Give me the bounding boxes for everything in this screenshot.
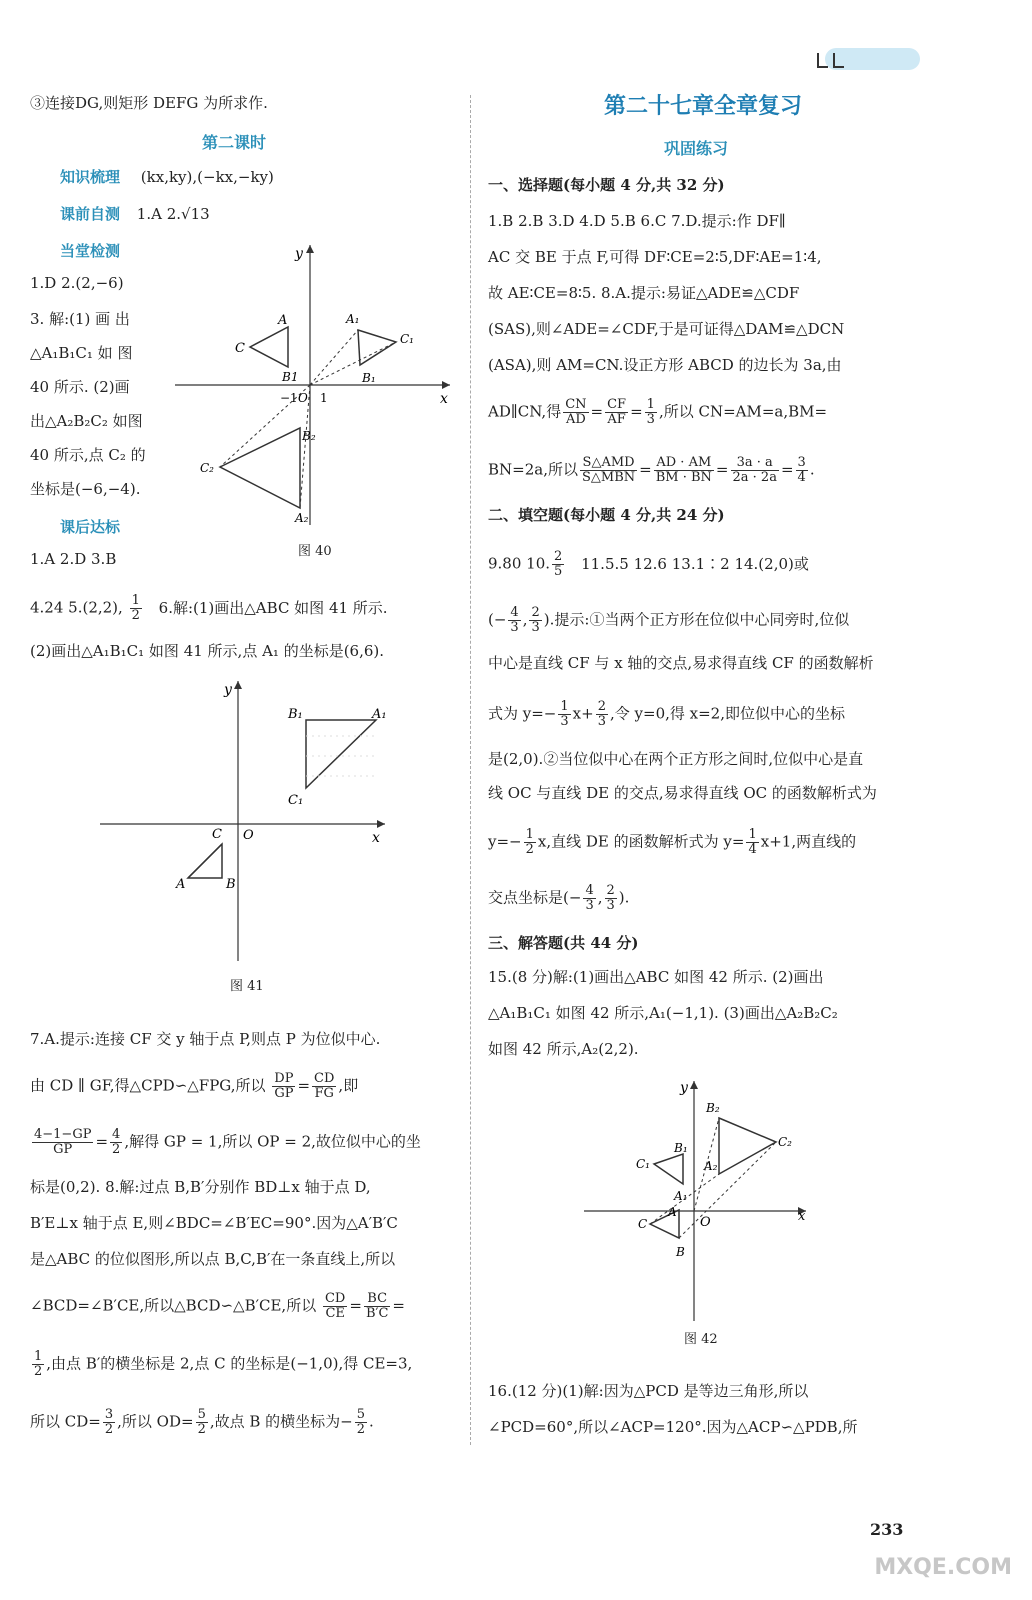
text-line: ,即 [338,1076,359,1095]
svg-text:B: B [226,877,236,892]
denominator: AF [607,412,626,427]
text-line: ,由点 B′的横坐标是 2,点 C 的坐标是(−1,0),得 CE=3, [46,1354,413,1373]
svg-text:A₂: A₂ [295,511,309,525]
fraction [552,550,564,579]
fraction [746,828,758,857]
svg-text:−1: −1 [280,391,298,405]
denominator: B′C [365,1306,389,1321]
svg-text:C: C [212,827,222,842]
text-line: (ASA),则 AM=CN.设正方形 ABCD 的边长为 3a,由 [488,356,842,374]
fraction [32,1350,44,1379]
denominator: 2a · 2a [732,470,777,485]
text-line: x,直线 DE 的函数解析式为 y= [537,832,745,851]
denominator: 4 [797,470,806,485]
denominator: S△MBN [581,470,636,485]
svg-text:1: 1 [320,391,328,405]
label-kehou: 课后达标 [60,518,121,536]
numerator: 1 [525,827,534,842]
numerator: S△AMD [580,456,637,471]
text-line: x+1,两直线的 [760,832,857,851]
svg-text:y: y [680,1080,688,1096]
label-keqian: 课前自测 [60,205,121,223]
numerator: 2 [531,605,540,620]
denominator: CE [325,1306,345,1321]
text-line: ,所以 CN=AM=a,BM= [658,402,828,421]
fraction [272,1072,295,1101]
svg-text:A₂: A₂ [704,1159,718,1173]
fraction [524,828,536,857]
numerator: 5 [356,1407,366,1422]
numerator: 1 [560,699,569,714]
section-heading: 一、选择题(每小题 4 分,共 32 分) [488,176,725,194]
numerator: CN [565,397,587,412]
text-line: 11.5.5 12.6 13.1∶2 14.(2,0)或 [581,554,809,573]
text-line: ,解得 GP = 1,所以 OP = 2,故位似中心的坐 [124,1132,421,1151]
denominator: GP [53,1142,73,1157]
numerator: 4−1−GP [34,1127,92,1142]
fraction [580,456,637,485]
numerator: 3 [797,455,806,470]
numerator: CD [324,1291,346,1306]
denominator: AD [565,412,586,427]
figure-42-caption: 图 42 [684,1332,718,1347]
watermark: MXQE.COM [874,1555,1012,1580]
text-line: (2)画出△A₁B₁C₁ 如图 41 所示,点 A₁ 的坐标是(6,6). [30,642,385,660]
svg-text:B1: B1 [282,370,299,384]
numerator: 2 [597,699,606,714]
fraction [32,1128,93,1157]
text-line: AC 交 BE 于点 F,可得 DF∶CE=2∶5,DF∶AE=1∶4, [488,248,822,266]
text-line: ③连接DG,则矩形 DEFG 为所求作. [30,94,268,112]
svg-text:C₁: C₁ [288,793,304,808]
fraction [196,1408,208,1437]
svg-text:C: C [235,341,245,356]
denominator: 2 [197,1422,206,1437]
fraction [312,1072,336,1101]
text-line: BN=2a,所以 [488,460,578,479]
figure-40-caption: 图 40 [298,544,332,559]
numerator: 5 [197,1407,206,1422]
numerator: 3 [104,1407,114,1422]
denominator: 2 [131,608,140,623]
numerator: CF [607,397,627,412]
svg-text:B₁: B₁ [674,1141,688,1155]
svg-text:B₁: B₁ [362,371,376,385]
svg-text:x: x [798,1209,806,1224]
section-title: 第二课时 [202,133,267,152]
text-line: 是△ABC 的位似图形,所以点 B,C,B′在一条直线上,所以 [30,1250,396,1268]
denominator: FG [314,1086,334,1101]
denominator: 5 [554,564,563,579]
text-line: ∠PCD=60°,所以∠ACP=120°.因为△ACP∽△PDB,所 [488,1418,858,1436]
fraction [130,594,142,623]
denominator: 2 [356,1422,366,1437]
text-line: 40 所示,点 C₂ 的 [30,446,146,464]
text-line: 3. 解:(1) 画 出 [30,310,130,328]
text-line: 标是(0,2). 8.解:过点 B,B′分别作 BD⊥x 轴于点 D, [30,1178,371,1196]
text-line: △A₁B₁C₁ 如图 42 所示,A₁(−1,1). (3)画出△A₂B₂C₂ [488,1004,838,1022]
text-line: ,所以 OD= [117,1412,194,1431]
column-divider [470,95,471,1445]
svg-text:C₁: C₁ [636,1157,650,1171]
fraction [364,1292,390,1321]
fraction [103,1408,115,1437]
svg-text:B₂: B₂ [706,1101,720,1115]
text-line: 16.(12 分)(1)解:因为△PCD 是等边三角形,所以 [488,1382,809,1400]
fraction [508,606,520,635]
svg-text:C₂: C₂ [200,461,214,475]
fraction [563,398,588,427]
numerator: AD · AM [654,456,714,471]
numerator: 4 [510,605,519,620]
denominator: 2 [525,842,534,857]
fraction [558,700,570,729]
svg-text:C₂: C₂ [778,1135,792,1149]
text-line: 坐标是(−6,−4). [30,480,141,498]
numerator: 1 [748,827,757,842]
text-line: △A₁B₁C₁ 如 图 [30,344,133,362]
numerator: 2 [606,883,615,898]
svg-text:x: x [440,391,448,407]
text-line: 中心是直线 CF 与 x 轴的交点,易求得直线 CF 的函数解析 [488,654,874,672]
text-line: 如图 42 所示,A₂(2,2). [488,1040,639,1058]
fraction [583,884,595,913]
figure-42 [584,1076,824,1326]
text-line: 是(2,0).②当位似中心在两个正方形之间时,位似中心是直 [488,750,864,768]
numerator: 3a · a [731,456,779,471]
svg-text:A₁: A₁ [346,312,360,326]
text-line: 1.A 2.D 3.B [30,550,117,568]
denominator: 3 [510,620,519,635]
figure-41 [100,676,420,966]
fraction [654,456,714,485]
page-number: 233 [870,1520,904,1539]
text-line: 1.D 2.(2,−6) [30,274,124,292]
svg-text:A: A [176,877,186,892]
fraction [355,1408,367,1437]
figure-40 [170,240,460,530]
label-dangtang: 当堂检测 [60,242,121,260]
text-line: y=− [488,832,522,851]
text-line: 1.B 2.B 3.D 4.D 5.B 6.C 7.D.提示:作 DF∥ [488,212,786,230]
text-line: ,令 y=0,得 x=2,即位似中心的坐标 [609,704,845,723]
text-line: B′E⊥x 轴于点 E,则∠BDC=∠B′EC=90°.因为△A′B′C [30,1214,398,1232]
denominator: 3 [585,898,594,913]
denominator: BM · BN [655,470,712,485]
numerator: 2 [554,549,563,564]
svg-text:B₁: B₁ [288,707,303,722]
header-decoration [810,45,920,75]
page: ③连接DG,则矩形 DEFG 为所求作. 第二课时 知识梳理 (kx,ky),(−kx,−ky) 课前自测 1.A 2.√13 当堂检测 1.D 2.(2,−6) 3. 解:(1) 画 出 △A₁B₁C₁ 如 图 40 所示. (2)画 出△A₂B₂C₂ 如图 40 所示,点 C₂ 的 坐标是(−6,−4). y x C A A₁ C₁ B₁ B1 C₂ B₂ A₂ −1 O 1 图 40 课后达标 1.A 2.D 3.B 4.24 5.(2,2), $\frac{1}{2}$ 6.解:(1)画出△ABC 如图 41 所示. (2)画出△A₁B₁C₁ 如图 41 所示,点 A₁ 的坐标是(6,6). y x O B₁ A₁ C₁ C A B 图 41 7.A.提示:连接 CF 交 y 轴于点 P,则点 P 为位似中心. 由 CD ∥ GF,得△CPD∽△FPG,所以 $\frac{DP}{GP}$ = $\frac{CD}{FG}$ ,即 $\frac{4-1-GP}{GP}$ = $\frac{4}{2}$ ,解得 GP = 1,所以 OP = 2,故位似中心的坐 标是(0,2). 8.解:过点 B,B′分别作 BD⊥x 轴于点 D, B′E⊥x 轴于点 E,则∠BDC=∠B′EC=90°.因为△A′B′C 是△ABC 的位似图形,所以点 B,C,B′在一条直线上,所以 ∠BCD=∠B′CE,所以△BCD∽△B′CE,所以 $\frac{CD}{CE}$ = $\frac{BC}{B'C}$ = $\frac{1}{2}$ ,由点 B′的横坐标是 2,点 C 的坐标是(−1,0),得 CE=3, 所以 CD= $\frac{3}{2}$ ,所以 OD= $\frac{5}{2}$ ,故点 B 的横坐标为− $\frac{5}{2}$ . 第二十七章全章复习 巩固练习 一、选择题(每小题 4 分,共 32 分) 1.B 2.B 3.D 4.D 5.B 6.C 7.D.提示:作 DF∥ AC 交 BE 于点 F,可得 DF∶CE=2∶5,DF∶AE=1∶4, 故 AE∶CE=8∶5. 8.A.提示:易证△ADE≌△CDF (SAS),则∠ADE=∠CDF,于是可证得△DAM≌△DCN (ASA),则 AM=CN.设正方形 ABCD 的边长为 3a,由 AD∥CN,得 $\frac{CN}{AD}$ = $\frac{CF}{AF}$ = $\frac{1}{3}$ ,所以 CN=AM=a,BM= BN=2a,所以 $\frac{\text{S△AMD}}{\text{S△MBN}}$ = $\frac{AD \cdot AM}{BM \cdot BN}$ = $\frac{3a \cdot a}{2a \cdot 2a}$ = $\frac{3}{4}$ . 二、填空题(每小题 4 分,共 24 分) 9.80 10. $\frac{2}{5}$ 11.5.5 12.6 13.1∶2 14.(2,0)或 (− $\frac{4}{3}$ , $\frac{2}{3}$ ).提示:①当两个正方形在位似中心同旁时,位似 中心是直线 CF 与 x 轴的交点,易求得直线 CF 的函数解析 式为 y=− $\frac{1}{3}$ x+ $\frac{2}{3}$ ,令 y=0,得 x=2,即位似中心的坐标 是(2,0).②当位似中心在两个正方形之间时,位似中心是直 线 OC 与直线 DE 的交点,易求得直线 OC 的函数解析式为 y=− $\frac{1}{2}$ x,直线 DE 的函数解析式为 y= $\frac{1}{4}$ x+1,两直线的 交点坐标是(− $\frac{4}{3}$ , $\frac{2}{3}$ ). 三、解答题(共 44 分) 15.(8 分)解:(1)画出△ABC 如图 42 所示. (2)画出 △A₁B₁C₁ 如图 42 所示,A₁(−1,1). (3)画出△A₂B₂C₂ 如图 42 所示,A₂(2,2). y x O B₂ C₂ A₂ C₁ B₁ A₁ C A B 图 42 16.(12 分)(1)解:因为△PCD 是等边三角形,所以 ∠PCD=60°,所以∠ACP=120°.因为△ACP∽△PDB,所 233 MXQE.COM [0,0,1032,1600]
text-line: 所以 CD= [30,1412,101,1431]
svg-text:A₁: A₁ [372,707,387,722]
text-line: 40 所示. (2)画 [30,378,130,396]
denominator: GP [274,1086,294,1101]
svg-text:y: y [295,246,303,262]
figure-41-caption: 图 41 [230,979,264,994]
denominator: 3 [646,412,655,427]
svg-text:O: O [298,391,308,405]
text-line: 6.解:(1)画出△ABC 如图 41 所示. [158,598,388,617]
denominator: 2 [112,1142,121,1157]
label-zhishi: 知识梳理 [60,168,121,186]
fraction [645,398,657,427]
svg-text:O: O [700,1215,711,1230]
text-line: 线 OC 与直线 DE 的交点,易求得直线 OC 的函数解析式为 [488,784,877,802]
svg-text:O: O [243,828,254,843]
denominator: 3 [606,898,615,913]
text-line: 故 AE∶CE=8∶5. 8.A.提示:易证△ADE≌△CDF [488,284,800,302]
svg-text:C₁: C₁ [400,332,414,346]
denominator: 3 [531,620,540,635]
text-line: 由 CD ∥ GF,得△CPD∽△FPG,所以 [30,1076,266,1095]
denominator: 2 [104,1422,114,1437]
text-line: 7.A.提示:连接 CF 交 y 轴于点 P,则点 P 为位似中心. [30,1030,381,1048]
section-heading: 二、填空题(每小题 4 分,共 24 分) [488,506,725,524]
fraction [323,1292,347,1321]
fraction [796,456,808,485]
denominator: 3 [597,714,606,729]
fraction [110,1128,122,1157]
numerator: 4 [585,883,594,898]
numerator: DP [274,1071,294,1086]
subsection-title: 巩固练习 [664,139,729,158]
svg-text:A₁: A₁ [674,1189,688,1203]
numerator: 4 [112,1127,121,1142]
svg-text:x: x [372,830,380,846]
svg-text:B₂: B₂ [302,429,316,443]
numerator: 1 [131,593,140,608]
text-line: 交点坐标是 [488,888,564,907]
text-line: .提示:①当两个正方形在位似中心同旁时,位似 [549,610,850,629]
text-line: 9.80 10. [488,554,551,573]
svg-text:y: y [224,682,232,698]
fraction [605,398,628,427]
svg-text:B: B [676,1245,685,1259]
svg-text:A: A [668,1205,677,1219]
text-line: (SAS),则∠ADE=∠CDF,于是可证得△DAM≌△DCN [488,320,845,338]
section-heading: 三、解答题(共 44 分) [488,934,639,952]
text-zhishi: (kx,ky),(−kx,−ky) [140,168,274,186]
chapter-title: 第二十七章全章复习 [604,94,803,119]
denominator: 2 [34,1364,43,1379]
numerator: BC [364,1292,390,1307]
text-line: ,故点 B 的横坐标为− [209,1412,353,1431]
text-line: ∠BCD=∠B′CE,所以△BCD∽△B′CE,所以 [30,1296,317,1315]
text-line: 式为 y=− [488,704,557,723]
numerator: 1 [34,1349,43,1364]
text-line: 出△A₂B₂C₂ 如图 [30,412,143,430]
svg-text:A: A [278,313,288,328]
text-line: 15.(8 分)解:(1)画出△ABC 如图 42 所示. (2)画出 [488,968,824,986]
fraction [605,884,617,913]
text-line: AD∥CN,得 [488,402,562,421]
fraction [529,606,541,635]
fraction [596,700,608,729]
fraction [731,456,779,485]
svg-text:C: C [638,1217,648,1231]
numerator: 1 [646,397,655,412]
text-line: 4.24 5.(2,2), [30,598,123,617]
text-keqian: 1.A 2.√13 [136,205,210,223]
denominator: 3 [560,714,569,729]
numerator: CD [314,1071,335,1086]
denominator: 4 [748,842,757,857]
